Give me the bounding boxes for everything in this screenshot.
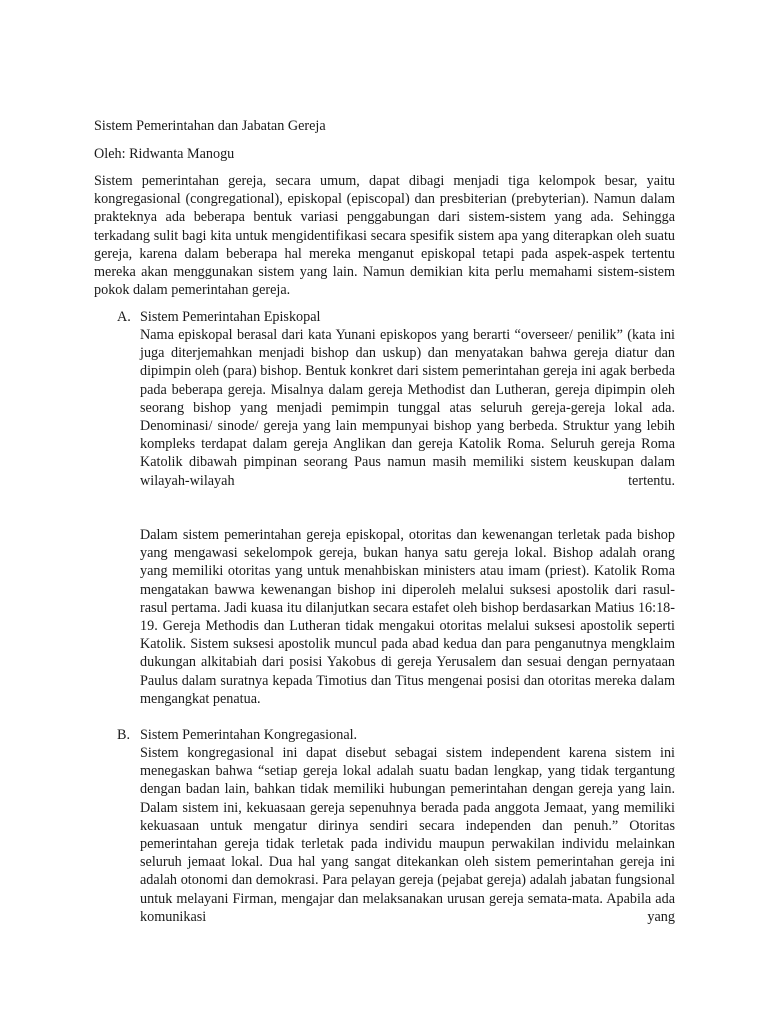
intro-paragraph: Sistem pemerintahan gereja, secara umum, dapat dibagi menjadi tiga kelompok besar, yaitu kongregasional (congregational), episkopal (episcopal) dan presbiterian (prebyterian). Namun dalam prakteknya ada beberapa bentuk variasi penggabungan dari sistem-sistem yang ada. Sehingga terkadang sulit bagi kita untuk mengidentifikasi secara spesifik sistem apa yang diterapkan oleh suatu gereja, karena dalam beberapa hal mereka menganut episkopal tetapi pada aspek-aspek tertentu mereka akan menggunakan sistem yang lain. Namun demikian kita perlu memahami sistem-sistem pokok dalam pemerintahan gereja. xyxy=(94,173,675,299)
section-a-paragraph-2: Dalam sistem pemerintahan gereja episkopal, otoritas dan kewenangan terletak pada bishop yang mengawasi sekelompok gereja, bukan hanya satu gereja lokal. Bishop adalah orang yang memiliki otoritas yang untuk menahbiskan ministers atau imam (priest). Katolik Roma mengatakan bawwa kewenangan bishop ini diperoleh melalui suksesi apostolik dari rasul-rasul pertama. Jadi kuasa itu dilanjutkan secara estafet oleh bishop berdasarkan Matius 16:18-19. Gereja Methodis dan Lutheran tidak mengakui otoritas melalui suksesi apostolik seperti Katolik. Sistem suksesi apostolik muncul pada abad kedua dan para penganutnya mengklaim dukungan alkitabiah dari posisi Yakobus di gereja Yerusalem dan sesuai dengan pernyataan Paulus dalam suratnya kepada Timotius dan Titus mengenai posisi dan otoritas mereka dalam mengangkat penatua. xyxy=(140,527,675,707)
section-b-heading: Sistem Pemerintahan Kongregasional. xyxy=(140,727,358,743)
section-a-heading: Sistem Pemerintahan Episkopal xyxy=(140,309,321,325)
section-a-marker: A. xyxy=(117,309,131,325)
author-line: Oleh: Ridwanta Manogu xyxy=(94,146,235,162)
section-b-paragraph-1: Sistem kongregasional ini dapat disebut sebagai sistem independent karena sistem ini menegaskan bahwa “setiap gereja lokal adalah suatu badan lengkap, yang tidak tergantung dengan badan lain, bahkan tidak memiliki hubungan pemerintahan dengan gereja yang lain. Dalam sistem ini, kekuasaan gereja sepenuhnya berada pada anggota Jemaat, yang memiliki kekuasaan untuk mengatur dirinya sendiri secara independen dan penuh.” Otoritas pemerintahan gereja tidak terletak pada individu maupun perwakilan individu melainkan seluruh jemaat lokal. Dua hal yang sangat ditekankan oleh sistem pemerintahan gereja ini adalah otonomi dan demokrasi. Para pelayan gereja (pejabat gereja) adalah jabatan fungsional untuk melayani Firman, mengajar dan melaksanakan urusan gereja semata-mata. Apabila ada komunikasi yang xyxy=(140,745,675,925)
section-a-paragraph-1: Nama episkopal berasal dari kata Yunani episkopos yang berarti “overseer/ penilik” (kata ini juga diterjemahkan menjadi bishop dan uskup) dan menyatakan bahwa gereja diatur dan dipimpin oleh (para) bishop. Bentuk konkret dari sistem pemerintahan gereja ini agak berbeda pada beberapa gereja. Misalnya dalam gereja Methodist dan Lutheran, gereja dipimpin oleh seorang bishop yang menjadi pemimpin tunggal atas seluruh gereja-gereja lokal ada. Denominasi/ sinode/ gereja yang lain mempunyai bishop yang berbeda. Struktur yang lebih kompleks terdapat dalam gereja Anglikan dan gereja Katolik Roma. Seluruh gereja Roma Katolik dibawah pimpinan seorang Paus namun masih memiliki sistem keuskupan dalam wilayah-wilayah tertentu. xyxy=(140,327,675,489)
document-title: Sistem Pemerintahan dan Jabatan Gereja xyxy=(94,118,326,134)
section-b-marker: B. xyxy=(117,727,131,743)
